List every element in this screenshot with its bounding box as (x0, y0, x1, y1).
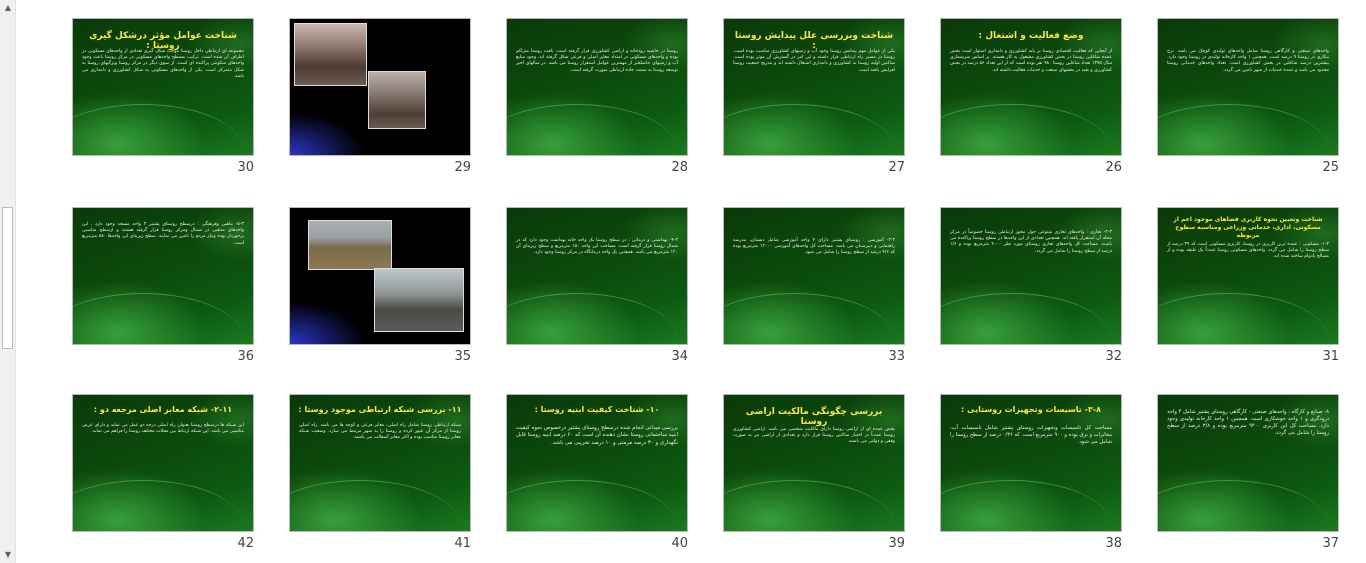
slide-body-text: ۴-۳- بهداشتی و درمانی : در سطح روستا یک واحد خانه بهداشت وجود دارد که در شمال روستا قرار گرفته است. مساحت این واحد ۱۵۰ مترمربع و سطح زیربنای آن ۱۲۰ مترمربع می باشد. همچنین یک واحد درمانگاه در مرکز روستا وجود دارد. (516, 238, 678, 256)
slide-number: 36 (237, 349, 254, 364)
slide-thumbnail-40[interactable] (506, 394, 688, 532)
slide-body-text: ۲-۳- تجاری : واحدهای تجاری متنوعی حول محور ارتباطی روستا خصوصاً در مرکز محله آن استقرار یافته اند. همچنین تعدادی از این واحدها در سطح روستا پراکنده می باشند. مساحت کل واحدهای تجاری روستای مورد نظر ۴۰۰۰ مترمربع بوده و ۱/۶ درصد از سطح روستا را شامل می گردد. (950, 230, 1112, 254)
slide-number: 33 (888, 349, 905, 364)
slide-number: 32 (1105, 349, 1122, 364)
slide-thumbnail-33[interactable] (723, 207, 905, 345)
slide-title: ۱۱- بررسی شبکه ارتباطی موجود روستا : (298, 405, 462, 414)
slide-number: 30 (237, 160, 254, 175)
slide-body-text: روستا در حاشیه رودخانه و اراضی کشاورزی قرار گرفته است. بافت روستا متراکم بوده و واحدهای مسکونی در امتداد معابر اصلی و فرعی شکل گرفته اند. وجود منابع آب و زمینهای حاصلخیز از مهمترین عوامل استقرار روستا می باشد. در سالهای اخیر توسعه روستا به سمت جاده ارتباطی صورت گرفته است. (516, 49, 678, 73)
slide-number: 41 (454, 536, 471, 551)
slide-thumbnail-39[interactable] (723, 394, 905, 532)
slide-thumbnail-42[interactable] (72, 394, 254, 532)
slide-title: ۱۰- شناخت کیفیت ابنیه روستا : (534, 405, 660, 414)
slide-thumbnail-27[interactable] (723, 18, 905, 156)
slide-thumbnail-32[interactable] (940, 207, 1122, 345)
slide-thumbnail-34[interactable] (506, 207, 688, 345)
scroll-up-arrow-icon[interactable]: ▲ (4, 3, 12, 12)
slide-title: ۳-۸- تاسیسات وتجهیزات روستایی : (961, 405, 1101, 414)
vertical-scrollbar[interactable] (0, 0, 16, 563)
slide-decoration (940, 480, 1111, 532)
slide-body-text: ۳-۳- آموزشی : روستای پشتیر دارای ۴ واحد آموزشی شامل دبستان، مدرسه راهنمایی و دبیرستان می باشد. مساحت کل واحدهای آموزشی ۱۲۰۰۰ مترمربع بوده که ۴/۶ درصد از سطح روستا را شامل می شود. (733, 238, 895, 256)
slide-body-text: ۱-۳- مسکونی : عمده ترین کاربری در روستا، کاربری مسکونی است که ۳۹ درصد از سطح روستا را شامل می گردد. واحدهای مسکونی روستا عمدتاً یک طبقه بوده و از مصالح بادوام ساخته شده اند. (1167, 242, 1330, 260)
slide-body-text: واحدهای صنعتی و کارگاهی روستا شامل واحدهای تولیدی کوچک می باشد. نرخ بیکاری در روستا ۹ درصد است. همچنین ۱ واحد کارخانه تولیدی در روستا وجود دارد. بیشترین درصد شاغلین در بخش کشاورزی است. تعداد واحدهای خدماتی روستا محدود می باشد و عمده خدمات از شهر تامین می گردد. (1167, 49, 1329, 73)
slide-number: 38 (1105, 536, 1122, 551)
rural-road-photo (374, 268, 464, 332)
slide-title: شناخت وتعیین نحوه کاربری فضاهای موجود اعم از مسکونی، اداری، خدماتی وزراعی ومناسبه سطوح مربوطه (1173, 216, 1323, 239)
slide-body-text: شبکه ارتباطی روستا شامل راه اصلی، معابر فرعی و کوچه ها می باشد. راه اصلی روستا از مرکز آن عبور کرده و روستا را به شهر مرتبط می سازد. وضعیت شبکه معابر روستا مناسب بوده و اکثر معابر آسفالت می باشند. (299, 423, 461, 441)
slide-title: شناخت عوامل مؤثر درشکل گیری روستا : (89, 31, 237, 51)
slide-number: 28 (671, 160, 688, 175)
slide-title: وضع فعالیت و اشتغال : (978, 31, 1084, 41)
scroll-thumb[interactable] (2, 207, 13, 349)
slide-body-text: بررسی میدانی انجام شده درسطح روستای پشتیر درخصوص نحوه کیفیت ابنیه ساختمانی روستا نشان دهنده آن است که ۶۰ درصد ابنیه روستا قابل نگهداری و ۳۰ درصد مرمتی و ۱۰ درصد تخریبی می باشد. (516, 425, 679, 446)
slide-thumbnail-36[interactable] (72, 207, 254, 345)
slide-number: 27 (888, 160, 905, 175)
slide-body-text: این شبکه ها درسطح روستا بعنوان راه اصلی درجه دو عمل می نماید و دارای عرض مناسبی می باشد. این شبکه ارتباط بین محلات مختلف روستا را فراهم می نماید. (82, 423, 244, 435)
slide-number: 37 (1322, 536, 1339, 551)
slide-number: 35 (454, 349, 471, 364)
slide-body-text: مجموعه ای ارتباطی داخل روستا موجب شکل گیری تعدادی از واحدهای مسکونی در اطراف آن شده است. ترکیب مسطح واحدهای مسکونی در مرکز روستا باعث وجود واحدهای سکونتی پراکنده ای است. از سوی دیگر در مرکز روستا ویژگیهای روستا به شکل متمرکز است. یکی از واحدهای مسکونی به شکل کشاورزی و دامداری می باشد. (82, 49, 244, 79)
village-house-photo (294, 23, 367, 86)
slide-title: شناخت وبررسی علل پیدایش روستا : (734, 31, 894, 51)
slide-thumbnail-30[interactable] (72, 18, 254, 156)
slide-title: ۲-۱۱- شبکه معابر اصلی مرجعه دو : (93, 405, 233, 414)
slide-number: 40 (671, 536, 688, 551)
slide-number: 42 (237, 536, 254, 551)
slide-body-text: یکی از عوامل مهم پیدایش روستا وجود آب و زمینهای کشاورزی مناسب بوده است. روستا در مسیر راه ارتباطی قرار داشته و این امر در گسترش آن موثر بوده است. ساکنین اولیه روستا به کشاورزی و دامداری اشتغال داشته اند و بتدریج جمعیت روستا افزایش یافته است. (733, 49, 895, 73)
field-landscape-photo (308, 220, 392, 270)
scroll-down-arrow-icon[interactable]: ▼ (4, 550, 12, 559)
slide-thumbnail-25[interactable] (1157, 18, 1339, 156)
slide-body-text: مساحت کل تاسیسات وتجهیزات روستای پشتیر شامل تاسیسات آب، مخابرات و برق بوده و ۹۰۰ مترمربع است. که ۰/۳۶ درصد از سطح روستا را شامل می شود. (950, 425, 1112, 445)
slide-thumbnail-31[interactable] (1157, 207, 1339, 345)
slide-body-text: ۸- صنایع و کارگاه : واحدهای صنعتی - کارگاهی روستای پشتیر شامل ۴ واحد درودگری و ۱ واحد جوشکاری است. همچنین ۱ واحد کارخانه تولیدی وجود دارد. مساحت کل این کاربری ۹۴۰۰ مترمربع بوده و ۳/۸ درصد از سطح روستا را شامل می گردد. (1167, 409, 1330, 436)
slide-number: 25 (1322, 160, 1339, 175)
slide-thumbnail-37[interactable] (1157, 394, 1339, 532)
slide-title: بررسی چگونگی مالکیت اراضی روستا (745, 407, 883, 427)
slide-thumbnail-41[interactable] (289, 394, 471, 532)
slide-number: 34 (671, 349, 688, 364)
village-street-photo (368, 71, 426, 129)
slide-body-text: بخش عمده ای از اراضی روستا دارای مالکیت شخصی می باشد. اراضی کشاورزی روستا عمدتاً در اختیار ساکنین روستا قرار دارد و تعدادی از اراضی نیز به صورت وقفی و دولتی می باشند. (733, 427, 895, 445)
slide-thumbnail-26[interactable] (940, 18, 1122, 156)
slide-number: 26 (1105, 160, 1122, 175)
slide-thumbnail-35[interactable] (289, 207, 471, 345)
slide-thumbnail-38[interactable] (940, 394, 1122, 532)
slide-thumbnail-28[interactable] (506, 18, 688, 156)
slide-body-text: از آنجایی که فعالیت اقتصادی روستا بر پایه کشاورزی و دامداری استوار است بخش عمده شاغلین روستا در بخش کشاورزی مشغول به کار هستند. بر اساس سرشماری سال ۱۳۷۵ تعداد شاغلین روستا ۹۸۰ نفر بوده است که از این تعداد ۵۶ درصد در بخش کشاورزی و بقیه در بخشهای صنعت و خدمات فعالیت داشته اند. (950, 49, 1112, 73)
slide-number: 31 (1322, 349, 1339, 364)
slide-number: 29 (454, 160, 471, 175)
slide-number: 39 (888, 536, 905, 551)
slide-thumbnail-29[interactable] (289, 18, 471, 156)
slide-body-text: ۵-۳- ماهیی وفرهنگی : درسطح روستای پشتیر ۳ واحد مسجد وجود دارد . این واحدهای مذهبی در شمال ومرکز روستا قرار گرفته هستند و ازسطح مناسبی برخوردار بوده ونیاز مردم را تامین می نمایند. سطح زیربنای این واحدها ۸۸۰ مترمربع است. (82, 222, 244, 246)
